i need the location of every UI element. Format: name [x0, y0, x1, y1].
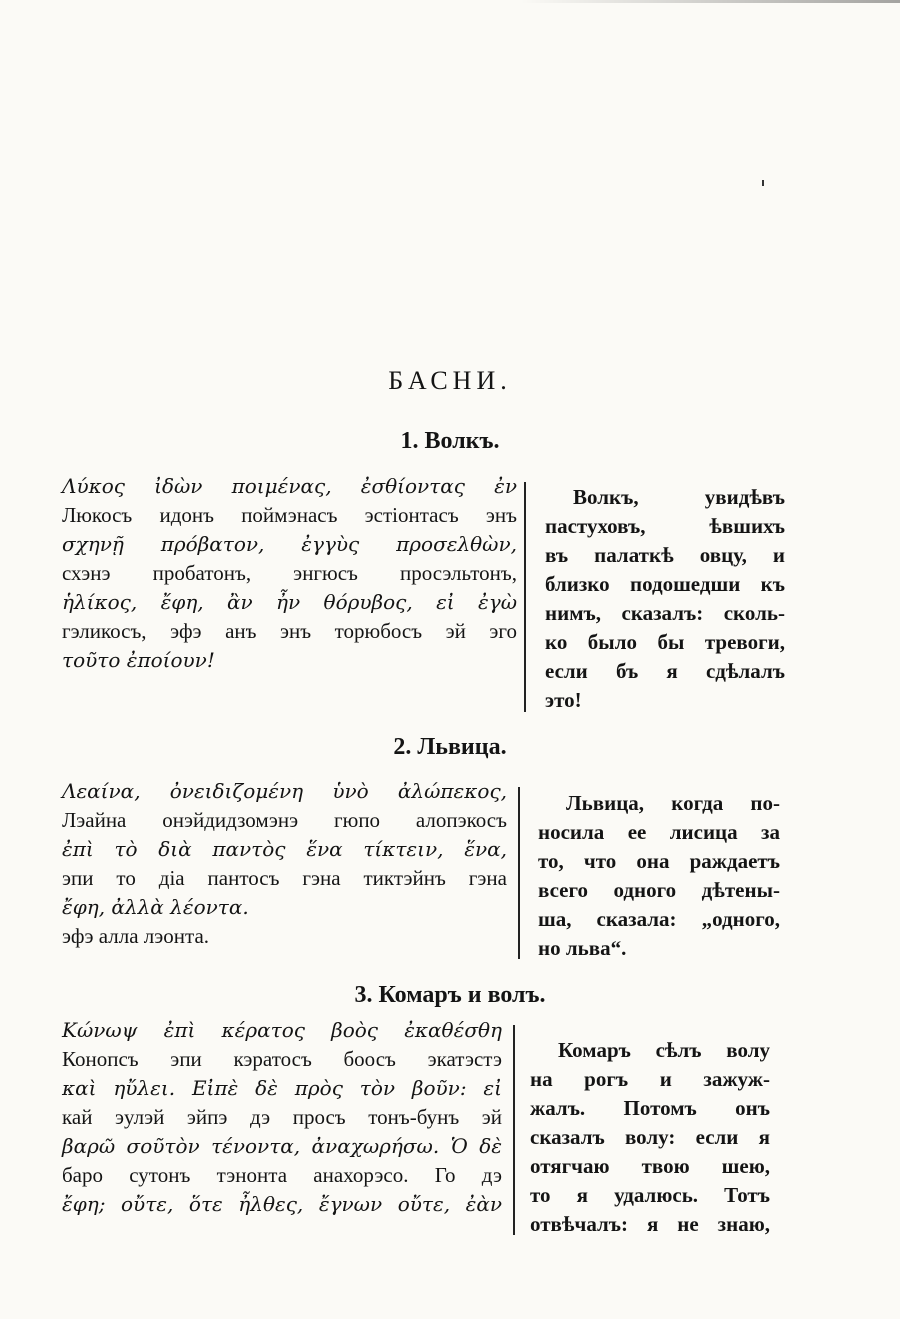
text-line: отвѣчалъ: я не знаю,: [530, 1212, 770, 1236]
text-line: сказалъ волу: если я: [530, 1125, 770, 1149]
text-line: эпи то діа пантосъ гэна тиктэйнъ гэна: [62, 866, 507, 890]
text-line: кай эулэй эйпэ дэ просъ тонъ-бунъ эй: [62, 1105, 502, 1129]
text-line: то, что она раждаетъ: [538, 849, 780, 873]
text-line: σχηνῇ πρόβατον, ἐγγὺς προσελθὼν,: [62, 532, 517, 556]
text-line: нимъ, сказалъ: сколь-: [545, 601, 785, 625]
text-line: въ палаткѣ овцу, и: [545, 543, 785, 567]
text-line: жалъ. Потомъ онъ: [530, 1096, 770, 1120]
text-line: ἡλίκος, ἔφη, ἂν ἦν θόρυβος, εἰ ἐγὼ: [62, 590, 517, 614]
text-line: Лэайна онэйдидзомэнэ гюпо алопэкосъ: [62, 808, 507, 832]
text-line: ша, сказала: „одного,: [538, 907, 780, 931]
text-line: всего одного дѣтены-: [538, 878, 780, 902]
fable-3-original-text: [62, 1016, 502, 1219]
text-line: близко подошедши къ: [545, 572, 785, 596]
text-line: Комаръ сѣлъ волу: [558, 1038, 770, 1062]
fable-3-translation: [530, 1036, 770, 1239]
text-line: носила ее лисица за: [538, 820, 780, 844]
fable-2-original-text: [62, 777, 507, 951]
text-line: καὶ ηὔλει. Εἰπὲ δὲ πρὸς τὸν βοῦν: εἰ: [62, 1076, 502, 1100]
fable-1-translation: [545, 483, 785, 715]
text-line: то я удалюсь. Тотъ: [530, 1183, 770, 1207]
text-line: Конопсъ эпи кэратосъ боосъ экатэстэ: [62, 1047, 502, 1071]
text-line: схэнэ пробатонъ, энгюсъ просэльтонъ,: [62, 561, 517, 585]
fable-2-translation: [538, 789, 780, 963]
text-line: ἔφη, ἀλλὰ λέοντα.: [62, 895, 249, 919]
text-line: ἐπὶ τὸ διὰ παντὸς ἕνα τίκτειν, ἕνα,: [62, 837, 507, 861]
text-line: отягчаю твою шею,: [530, 1154, 770, 1178]
text-line: Львица, когда по-: [566, 791, 780, 815]
page-edge-shadow: [520, 0, 900, 3]
text-line: на рогъ и зажуж-: [530, 1067, 770, 1091]
text-line: но льва“.: [538, 936, 627, 960]
section-heading: БАСНИ.: [388, 366, 512, 395]
text-line: Λεαίνα, ὀνειδιζομένη ὑνὸ ἀλώπεκος,: [62, 779, 507, 803]
ink-speck: [762, 180, 764, 186]
fable-1-original-text: [62, 472, 517, 675]
text-line: ко было бы тревоги,: [545, 630, 785, 654]
column-divider: [513, 1025, 515, 1235]
text-line: гэликосъ, эфэ анъ энъ торюбосъ эй эго: [62, 619, 517, 643]
text-line: баро сутонъ тэнонта анахорэсо. Го дэ: [62, 1163, 502, 1187]
text-line: Λύκος ἰδὼν ποιμένας, ἐσθίοντας ἐν: [62, 474, 517, 498]
text-line: Волкъ, увидѣвъ: [573, 485, 785, 509]
text-line: βαρῶ σοῦτὸν τένοντα, ἀναχωρήσω. Ὁ δὲ: [62, 1134, 502, 1158]
fable-title-lioness: 2. Львица.: [393, 734, 507, 760]
fable-title-wolf: 1. Волкъ.: [400, 428, 500, 454]
text-line: это!: [545, 688, 582, 712]
text-line: пастуховъ, ѣвшихъ: [545, 514, 785, 538]
text-line: τοῦτο ἐποίουν!: [62, 648, 215, 672]
fable-title-gnat-and-ox: 3. Комаръ и волъ.: [354, 982, 546, 1008]
text-line: ἔφη; οὔτε, ὅτε ἦλθες, ἔγνων οὔτε, ἐὰν: [62, 1192, 502, 1216]
text-line: Люкосъ идонъ поймэнасъ эстіонтасъ энъ: [62, 503, 517, 527]
text-line: эфэ алла лэонта.: [62, 924, 210, 948]
column-divider: [524, 482, 526, 712]
text-line: если бъ я сдѣлалъ: [545, 659, 785, 683]
text-line: Κώνωψ ἐπὶ κέρατος βοὸς ἐκαθέσθη: [62, 1018, 502, 1042]
column-divider: [518, 787, 520, 959]
